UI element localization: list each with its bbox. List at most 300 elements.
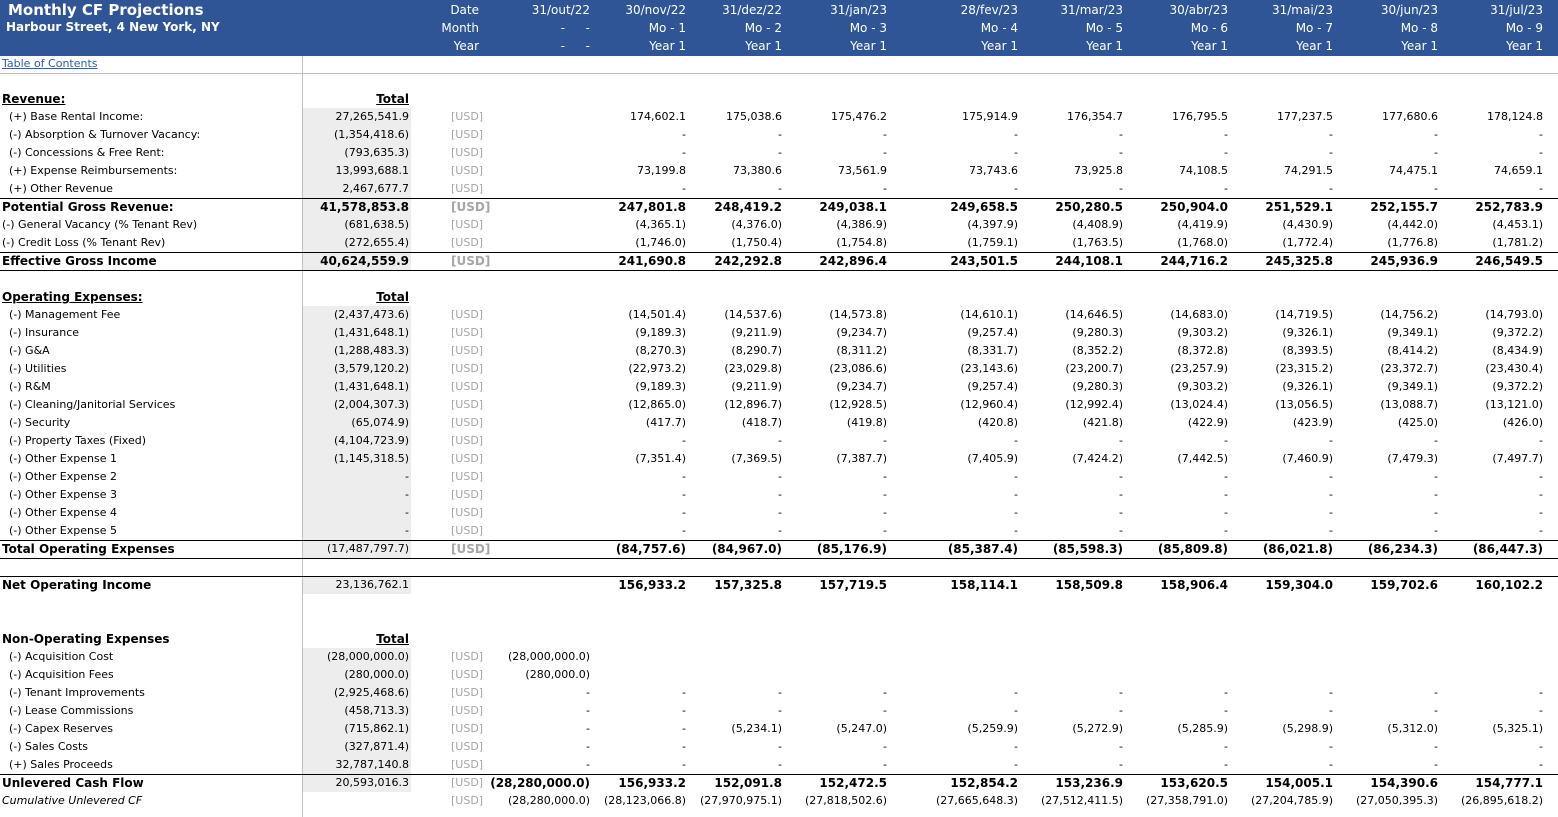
value-cell: 249,658.5 [950, 200, 1018, 214]
value-cell: (7,424.2) [1072, 452, 1123, 465]
value-cell: (280,000.0) [525, 668, 590, 681]
value-cell: (12,928.5) [829, 398, 887, 411]
value-cell: - [1224, 524, 1228, 537]
value-cell: (9,280.3) [1072, 380, 1123, 393]
value-cell: - [1434, 470, 1438, 483]
value-cell: 242,292.8 [714, 254, 782, 268]
value-cell: 246,549.5 [1475, 254, 1543, 268]
value-cell: 247,801.8 [618, 200, 686, 214]
header-year-col-10: Year 1 [1506, 39, 1543, 53]
opex-row [0, 396, 1558, 414]
unit-label: [USD] [451, 164, 484, 177]
value-cell: - [1119, 758, 1123, 771]
value-cell: - [883, 704, 887, 717]
value-cell: - [682, 704, 686, 717]
value-cell: (5,259.9) [967, 722, 1018, 735]
value-cell: (9,211.9) [731, 326, 782, 339]
opex-row [0, 450, 1558, 468]
row-total: 23,136,762.1 [335, 578, 409, 591]
value-cell: - [1119, 182, 1123, 195]
value-cell: (1,754.8) [836, 236, 887, 249]
row-label: (-) Capex Reserves [9, 722, 113, 735]
value-cell: (12,865.0) [628, 398, 686, 411]
value-cell: - [883, 758, 887, 771]
value-cell: (419.8) [846, 416, 887, 429]
value-cell: 156,933.2 [618, 776, 686, 790]
row-total: (458,713.3) [344, 704, 409, 717]
value-cell: - [586, 758, 590, 771]
value-cell: - [778, 182, 782, 195]
revenue-row [0, 162, 1558, 180]
value-cell: (9,280.3) [1072, 326, 1123, 339]
value-cell: - [682, 506, 686, 519]
unit-label: [USD] [451, 740, 484, 753]
value-cell: - [1119, 686, 1123, 699]
row-total: (327,871.4) [344, 740, 409, 753]
value-cell: - [1434, 128, 1438, 141]
header-col0-dash: - [560, 21, 565, 35]
value-cell: 74,659.1 [1494, 164, 1543, 177]
opex-row [0, 324, 1558, 342]
row-label: (+) Base Rental Income: [9, 110, 144, 123]
nonop-row [0, 666, 1558, 684]
value-cell: - [1434, 758, 1438, 771]
row-total: (2,004,307.3) [333, 398, 409, 411]
value-cell: (27,970,975.1) [699, 794, 782, 807]
value-cell: (13,088.7) [1380, 398, 1438, 411]
value-cell: (9,189.3) [635, 380, 686, 393]
value-cell: (26,895,618.2) [1460, 794, 1543, 807]
value-cell: (9,189.3) [635, 326, 686, 339]
nonop-row [0, 702, 1558, 720]
value-cell: (1,768.0) [1177, 236, 1228, 249]
value-cell: - [1224, 740, 1228, 753]
row-total: (2,925,468.6) [333, 686, 409, 699]
value-cell: (85,387.4) [947, 542, 1018, 556]
value-cell: (23,086.6) [829, 362, 887, 375]
value-cell: (84,967.0) [711, 542, 782, 556]
value-cell: - [1119, 128, 1123, 141]
value-cell: 244,108.1 [1055, 254, 1123, 268]
value-cell: - [586, 686, 590, 699]
row-label: (-) Credit Loss (% Tenant Rev) [2, 236, 166, 249]
row-label: (-) Tenant Improvements [9, 686, 145, 699]
value-cell: (23,315.2) [1275, 362, 1333, 375]
unit-label: [USD] [451, 110, 484, 123]
value-cell: (14,756.2) [1380, 308, 1438, 321]
value-cell: (1,763.5) [1072, 236, 1123, 249]
value-cell: 178,124.8 [1487, 110, 1543, 123]
header-year-col-3: Year 1 [745, 39, 782, 53]
header-month-col-7: Mo - 6 [1190, 21, 1228, 35]
value-cell: 158,906.4 [1160, 578, 1228, 592]
unit-label: [USD] [451, 686, 484, 699]
header-year-col-1: - [585, 39, 590, 53]
value-cell: (9,257.4) [967, 380, 1018, 393]
value-cell: 74,291.5 [1284, 164, 1333, 177]
unit-label: [USD] [451, 794, 484, 807]
revenue-heading [0, 90, 1558, 108]
value-cell: - [586, 722, 590, 735]
value-cell: 154,390.6 [1370, 776, 1438, 790]
unit-label: [USD] [451, 704, 484, 717]
value-cell: (27,818,502.6) [804, 794, 887, 807]
row-label: Potential Gross Revenue: [2, 200, 174, 214]
opex-row [0, 414, 1558, 432]
value-cell: - [1014, 704, 1018, 717]
header-label-date: Date [450, 3, 479, 17]
value-cell: (1,759.1) [967, 236, 1018, 249]
value-cell: - [1539, 740, 1543, 753]
value-cell: - [682, 488, 686, 501]
value-cell: - [1119, 506, 1123, 519]
value-cell: (86,234.3) [1367, 542, 1438, 556]
row-total: 20,593,016.3 [335, 776, 409, 789]
header-date-col-9: 30/jun/23 [1380, 3, 1438, 17]
value-cell: - [1014, 128, 1018, 141]
header-year-col-2: Year 1 [649, 39, 686, 53]
value-cell: 250,904.0 [1160, 200, 1228, 214]
row-label: Effective Gross Income [2, 254, 157, 268]
row-label: (-) Other Expense 2 [9, 470, 117, 483]
value-cell: (13,024.4) [1170, 398, 1228, 411]
opex-row [0, 486, 1558, 504]
header-underline [0, 73, 1558, 74]
opex-heading [0, 288, 1558, 306]
opex-row [0, 522, 1558, 540]
value-cell: - [1224, 488, 1228, 501]
value-cell: 73,380.6 [733, 164, 782, 177]
value-cell: (4,453.1) [1492, 218, 1543, 231]
nonop-row [0, 720, 1558, 738]
value-cell: - [1224, 686, 1228, 699]
value-cell: (7,442.5) [1177, 452, 1228, 465]
value-cell: - [586, 704, 590, 717]
value-cell: - [1224, 470, 1228, 483]
unit-label: [USD] [451, 326, 484, 339]
value-cell: (85,176.9) [816, 542, 887, 556]
header-year-col-7: Year 1 [1191, 39, 1228, 53]
value-cell: - [1539, 434, 1543, 447]
row-total: (793,635.3) [344, 146, 409, 159]
value-cell: (27,050,395.3) [1355, 794, 1438, 807]
value-cell: 153,236.9 [1055, 776, 1123, 790]
value-cell: (14,719.5) [1275, 308, 1333, 321]
value-cell: (5,325.1) [1492, 722, 1543, 735]
header-year-col-5: Year 1 [981, 39, 1018, 53]
row-label: (-) Utilities [9, 362, 67, 375]
value-cell: (85,598.3) [1052, 542, 1123, 556]
value-cell: (14,793.0) [1485, 308, 1543, 321]
value-cell: - [1014, 434, 1018, 447]
value-cell: 245,936.9 [1370, 254, 1438, 268]
value-cell: - [778, 686, 782, 699]
row-label: (-) Concessions & Free Rent: [9, 146, 165, 159]
value-cell: - [1014, 686, 1018, 699]
row-total: 41,578,853.8 [320, 200, 409, 214]
value-cell: - [778, 488, 782, 501]
unit-label: [USD] [451, 218, 484, 231]
row-label: Total Operating Expenses [2, 542, 175, 556]
egi-row [0, 252, 1558, 270]
value-cell: (5,247.0) [836, 722, 887, 735]
total-opex-row [0, 540, 1558, 558]
row-total: (280,000.0) [344, 668, 409, 681]
value-cell: - [1119, 740, 1123, 753]
value-cell: (14,537.6) [724, 308, 782, 321]
value-cell: - [778, 146, 782, 159]
value-cell: - [778, 470, 782, 483]
value-cell: - [1329, 506, 1333, 519]
value-cell: - [778, 740, 782, 753]
unit-label: [USD] [451, 380, 484, 393]
value-cell: (5,312.0) [1387, 722, 1438, 735]
nonop-row [0, 738, 1558, 756]
value-cell: (418.7) [741, 416, 782, 429]
row-label: (+) Expense Reimbursements: [9, 164, 178, 177]
unit-label: [USD] [451, 650, 484, 663]
value-cell: - [1014, 146, 1018, 159]
value-cell: (9,326.1) [1282, 326, 1333, 339]
value-cell: (9,349.1) [1387, 326, 1438, 339]
value-cell: (425.0) [1397, 416, 1438, 429]
row-total: (2,437,473.6) [333, 308, 409, 321]
value-cell: - [1539, 488, 1543, 501]
row-label: (-) Other Expense 5 [9, 524, 117, 537]
value-cell: (421.8) [1082, 416, 1123, 429]
value-cell: (8,290.7) [731, 344, 782, 357]
value-cell: - [1119, 488, 1123, 501]
value-cell: 158,509.8 [1055, 578, 1123, 592]
value-cell: - [1014, 758, 1018, 771]
section-heading: Operating Expenses: [2, 290, 143, 304]
row-total: 40,624,559.9 [320, 254, 409, 268]
row-total: - [405, 470, 409, 483]
header-date-col-2: 30/nov/22 [625, 3, 686, 17]
row-label: (+) Sales Proceeds [9, 758, 113, 771]
value-cell: - [1014, 524, 1018, 537]
value-cell: - [1329, 128, 1333, 141]
value-cell: 175,038.6 [726, 110, 782, 123]
value-cell: (7,405.9) [967, 452, 1018, 465]
value-cell: 243,501.5 [950, 254, 1018, 268]
value-cell: - [1539, 506, 1543, 519]
table-of-contents-link[interactable]: Table of Contents [2, 57, 98, 70]
value-cell: - [1329, 146, 1333, 159]
value-cell: - [1014, 470, 1018, 483]
header-month-col-1: - [585, 21, 590, 35]
value-cell: (28,280,000.0) [490, 776, 590, 790]
row-label: (-) Cleaning/Janitorial Services [9, 398, 176, 411]
value-cell: - [883, 146, 887, 159]
value-cell: 176,795.5 [1172, 110, 1228, 123]
value-cell: (4,365.1) [635, 218, 686, 231]
row-total: (1,288,483.3) [333, 344, 409, 357]
row-total: (3,579,120.2) [333, 362, 409, 375]
value-cell: - [682, 740, 686, 753]
value-cell: 152,472.5 [819, 776, 887, 790]
nonop-heading [0, 630, 1558, 648]
header-month-col-2: Mo - 1 [648, 21, 686, 35]
value-cell: - [1329, 182, 1333, 195]
value-cell: (8,352.2) [1072, 344, 1123, 357]
header-month-col-6: Mo - 5 [1085, 21, 1123, 35]
value-cell: (4,419.9) [1177, 218, 1228, 231]
unit-label: [USD] [451, 146, 484, 159]
value-cell: (4,442.0) [1387, 218, 1438, 231]
unit-label: [USD] [451, 254, 491, 268]
header-date-col-5: 28/fev/23 [960, 3, 1018, 17]
value-cell: - [1224, 506, 1228, 519]
value-cell: (12,992.4) [1065, 398, 1123, 411]
header-month-col-3: Mo - 2 [744, 21, 782, 35]
row-total: (1,431,648.1) [333, 326, 409, 339]
value-cell: 248,419.2 [714, 200, 782, 214]
value-cell: (84,757.6) [615, 542, 686, 556]
cumulative-cf-row [0, 792, 1558, 810]
value-cell: (28,123,066.8) [603, 794, 686, 807]
row-total: (4,104,723.9) [333, 434, 409, 447]
value-cell: - [682, 722, 686, 735]
value-cell: - [1434, 524, 1438, 537]
header-month-col-8: Mo - 7 [1295, 21, 1333, 35]
value-cell: (22,973.2) [628, 362, 686, 375]
value-cell: - [1119, 524, 1123, 537]
value-cell: (13,056.5) [1275, 398, 1333, 411]
value-cell: (27,512,411.5) [1040, 794, 1123, 807]
value-cell: - [883, 128, 887, 141]
value-cell: - [778, 434, 782, 447]
header-month-col-10: Mo - 9 [1505, 21, 1543, 35]
value-cell: 74,108.5 [1179, 164, 1228, 177]
value-cell: 73,925.8 [1074, 164, 1123, 177]
value-cell: - [883, 488, 887, 501]
total-column-header: Total [376, 632, 409, 646]
value-cell: - [883, 506, 887, 519]
row-total: 2,467,677.7 [342, 182, 409, 195]
value-cell: (420.8) [977, 416, 1018, 429]
value-cell: - [1434, 740, 1438, 753]
value-cell: (14,573.8) [829, 308, 887, 321]
unit-label: [USD] [451, 308, 484, 321]
value-cell: - [778, 506, 782, 519]
value-cell: 245,325.8 [1265, 254, 1333, 268]
header-year-col-8: Year 1 [1296, 39, 1333, 53]
nonop-row [0, 648, 1558, 666]
value-cell: 175,914.9 [962, 110, 1018, 123]
value-cell: (423.9) [1292, 416, 1333, 429]
value-cell: - [1119, 470, 1123, 483]
header-year-col-4: Year 1 [850, 39, 887, 53]
unit-label: [USD] [451, 506, 484, 519]
row-label: (-) Other Expense 1 [9, 452, 117, 465]
value-cell: 159,702.6 [1370, 578, 1438, 592]
revenue-row [0, 108, 1558, 126]
value-cell: (8,270.3) [635, 344, 686, 357]
value-cell: (5,285.9) [1177, 722, 1228, 735]
value-cell: (27,665,648.3) [935, 794, 1018, 807]
value-cell: - [1434, 434, 1438, 447]
unit-label: [USD] [451, 542, 491, 556]
value-cell: (86,447.3) [1472, 542, 1543, 556]
row-total: (1,431,648.1) [333, 380, 409, 393]
value-cell: - [883, 182, 887, 195]
row-label: (-) Security [9, 416, 71, 429]
value-cell: 177,680.6 [1382, 110, 1438, 123]
value-cell: - [682, 524, 686, 537]
value-cell: 157,325.8 [714, 578, 782, 592]
value-cell: (9,349.1) [1387, 380, 1438, 393]
revenue-row [0, 180, 1558, 198]
value-cell: 73,743.6 [969, 164, 1018, 177]
value-cell: 241,690.8 [618, 254, 686, 268]
unit-label: [USD] [451, 488, 484, 501]
value-cell: - [1434, 488, 1438, 501]
opex-row [0, 306, 1558, 324]
row-label: (-) G&A [9, 344, 50, 357]
unit-label: [USD] [451, 362, 484, 375]
unit-label: [USD] [451, 128, 484, 141]
value-cell: (9,326.1) [1282, 380, 1333, 393]
row-label: Net Operating Income [2, 578, 152, 592]
value-cell: (27,204,785.9) [1250, 794, 1333, 807]
value-cell: (9,211.9) [731, 380, 782, 393]
value-cell: (12,960.4) [960, 398, 1018, 411]
value-cell: - [1434, 686, 1438, 699]
value-cell: - [1434, 146, 1438, 159]
value-cell: (5,234.1) [731, 722, 782, 735]
value-cell: (13,121.0) [1485, 398, 1543, 411]
value-cell: (7,369.5) [731, 452, 782, 465]
value-cell: - [1014, 182, 1018, 195]
row-total: 13,993,688.1 [335, 164, 409, 177]
unit-label: [USD] [451, 452, 484, 465]
opex-row [0, 468, 1558, 486]
row-label: (-) Lease Commissions [9, 704, 134, 717]
value-cell: (4,386.9) [836, 218, 887, 231]
value-cell: 251,529.1 [1265, 200, 1333, 214]
row-label: (-) Other Expense 4 [9, 506, 117, 519]
unit-label: [USD] [451, 524, 484, 537]
opex-row [0, 360, 1558, 378]
value-cell: - [1014, 740, 1018, 753]
value-cell: (14,683.0) [1170, 308, 1228, 321]
unit-label: [USD] [451, 776, 484, 789]
row-label: (-) Acquisition Cost [9, 650, 114, 663]
value-cell: - [682, 146, 686, 159]
row-total: (1,145,318.5) [333, 452, 409, 465]
row-total: (681,638.5) [344, 218, 409, 231]
value-cell: - [1434, 182, 1438, 195]
row-label: (-) R&M [9, 380, 51, 393]
value-cell: 175,476.2 [831, 110, 887, 123]
unit-label: [USD] [451, 434, 484, 447]
row-label: (+) Other Revenue [9, 182, 113, 195]
total-column-header: Total [376, 92, 409, 106]
noi-row [0, 576, 1558, 594]
nonop-row [0, 684, 1558, 702]
value-cell: (7,460.9) [1282, 452, 1333, 465]
value-cell: - [1434, 704, 1438, 717]
value-cell: 154,777.1 [1475, 776, 1543, 790]
total-column-header: Total [376, 290, 409, 304]
value-cell: 73,199.8 [637, 164, 686, 177]
row-label: (-) Management Fee [9, 308, 121, 321]
header-date-col-4: 31/jan/23 [830, 3, 887, 17]
value-cell: - [883, 434, 887, 447]
value-cell: 244,716.2 [1160, 254, 1228, 268]
value-cell: (8,393.5) [1282, 344, 1333, 357]
